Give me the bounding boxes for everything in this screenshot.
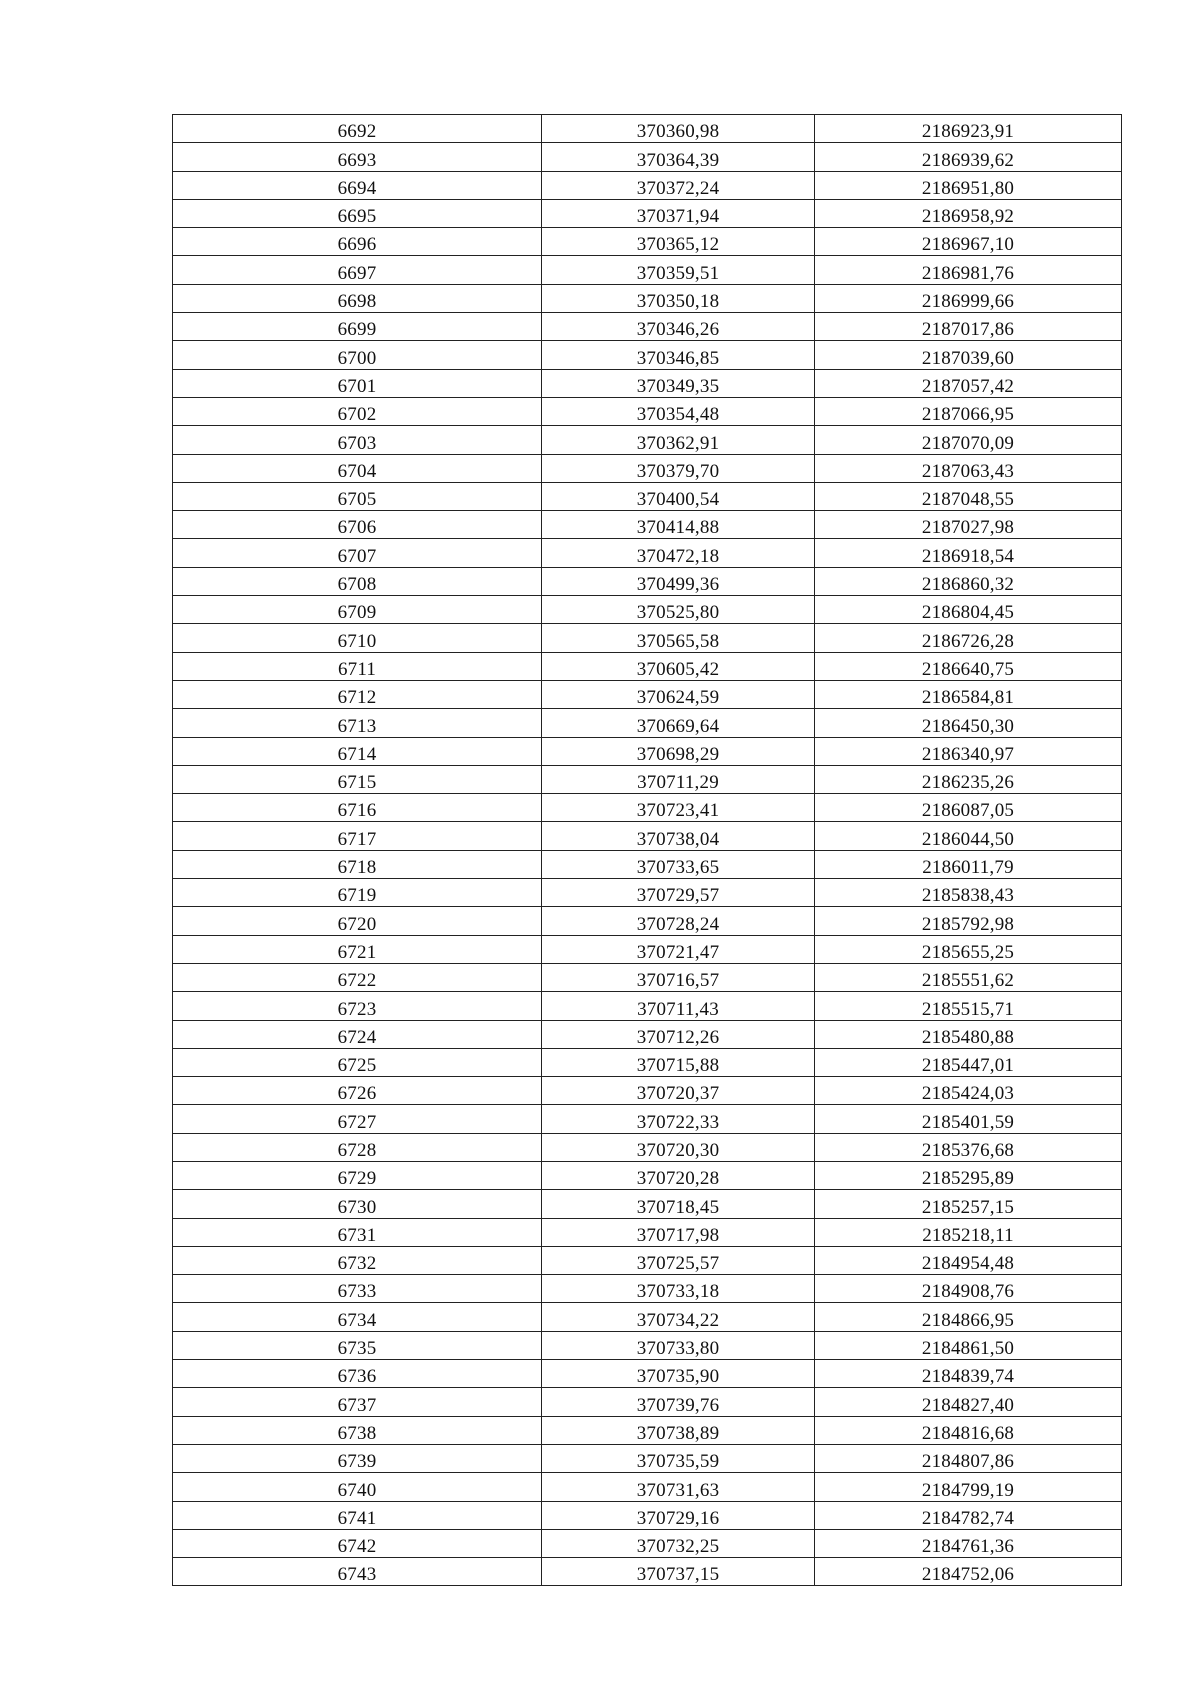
- x-coordinate-cell: 370739,76: [542, 1388, 815, 1416]
- point-number-cell: 6731: [173, 1218, 542, 1246]
- table-row: [173, 1331, 1122, 1359]
- x-coordinate-cell: 370734,22: [542, 1303, 815, 1331]
- table-row: [173, 992, 1122, 1020]
- point-number-cell: 6724: [173, 1020, 542, 1048]
- point-number-cell: 6717: [173, 822, 542, 850]
- x-coordinate-cell: 370525,80: [542, 596, 815, 624]
- table-row: [173, 1416, 1122, 1444]
- x-coordinate-cell: 370711,29: [542, 765, 815, 793]
- y-coordinate-cell: 2185792,98: [815, 907, 1122, 935]
- table-row: [173, 850, 1122, 878]
- y-coordinate-cell: 2184782,74: [815, 1501, 1122, 1529]
- table-row: [173, 1161, 1122, 1189]
- table-row: [173, 907, 1122, 935]
- y-coordinate-cell: 2186044,50: [815, 822, 1122, 850]
- table-row: [173, 680, 1122, 708]
- point-number-cell: 6721: [173, 935, 542, 963]
- point-number-cell: 6694: [173, 171, 542, 199]
- y-coordinate-cell: 2184954,48: [815, 1246, 1122, 1274]
- x-coordinate-cell: 370346,85: [542, 341, 815, 369]
- table-row: [173, 737, 1122, 765]
- point-number-cell: 6712: [173, 680, 542, 708]
- x-coordinate-cell: 370721,47: [542, 935, 815, 963]
- y-coordinate-cell: 2185515,71: [815, 992, 1122, 1020]
- table-row: [173, 765, 1122, 793]
- table-row: [173, 1388, 1122, 1416]
- x-coordinate-cell: 370669,64: [542, 709, 815, 737]
- y-coordinate-cell: 2186726,28: [815, 624, 1122, 652]
- y-coordinate-cell: 2187027,98: [815, 511, 1122, 539]
- y-coordinate-cell: 2185295,89: [815, 1161, 1122, 1189]
- x-coordinate-cell: 370738,89: [542, 1416, 815, 1444]
- x-coordinate-cell: 370720,28: [542, 1161, 815, 1189]
- x-coordinate-cell: 370350,18: [542, 284, 815, 312]
- table-row: [173, 1444, 1122, 1472]
- x-coordinate-cell: 370720,30: [542, 1133, 815, 1161]
- y-coordinate-cell: 2184799,19: [815, 1473, 1122, 1501]
- y-coordinate-cell: 2187048,55: [815, 482, 1122, 510]
- x-coordinate-cell: 370414,88: [542, 511, 815, 539]
- table-row: [173, 143, 1122, 171]
- point-number-cell: 6695: [173, 199, 542, 227]
- table-row: [173, 794, 1122, 822]
- y-coordinate-cell: 2186939,62: [815, 143, 1122, 171]
- x-coordinate-cell: 370364,39: [542, 143, 815, 171]
- point-number-cell: 6692: [173, 115, 542, 143]
- table-row: [173, 652, 1122, 680]
- table-row: [173, 1218, 1122, 1246]
- x-coordinate-cell: 370731,63: [542, 1473, 815, 1501]
- x-coordinate-cell: 370725,57: [542, 1246, 815, 1274]
- point-number-cell: 6730: [173, 1190, 542, 1218]
- point-number-cell: 6699: [173, 313, 542, 341]
- point-number-cell: 6697: [173, 256, 542, 284]
- point-number-cell: 6728: [173, 1133, 542, 1161]
- point-number-cell: 6716: [173, 794, 542, 822]
- table-row: [173, 454, 1122, 482]
- y-coordinate-cell: 2185551,62: [815, 963, 1122, 991]
- point-number-cell: 6719: [173, 879, 542, 907]
- table-row: [173, 284, 1122, 312]
- y-coordinate-cell: 2184761,36: [815, 1529, 1122, 1557]
- point-number-cell: 6722: [173, 963, 542, 991]
- table-row: [173, 1303, 1122, 1331]
- table-row: [173, 1190, 1122, 1218]
- y-coordinate-cell: 2186584,81: [815, 680, 1122, 708]
- point-number-cell: 6729: [173, 1161, 542, 1189]
- y-coordinate-cell: 2185376,68: [815, 1133, 1122, 1161]
- x-coordinate-cell: 370722,33: [542, 1105, 815, 1133]
- y-coordinate-cell: 2187063,43: [815, 454, 1122, 482]
- x-coordinate-cell: 370735,59: [542, 1444, 815, 1472]
- y-coordinate-cell: 2187057,42: [815, 369, 1122, 397]
- table-row: [173, 624, 1122, 652]
- x-coordinate-cell: 370372,24: [542, 171, 815, 199]
- point-number-cell: 6740: [173, 1473, 542, 1501]
- table-row: [173, 567, 1122, 595]
- y-coordinate-cell: 2185218,11: [815, 1218, 1122, 1246]
- point-number-cell: 6725: [173, 1048, 542, 1076]
- point-number-cell: 6727: [173, 1105, 542, 1133]
- x-coordinate-cell: 370738,04: [542, 822, 815, 850]
- table-row: [173, 709, 1122, 737]
- table-row: [173, 426, 1122, 454]
- x-coordinate-cell: 370365,12: [542, 228, 815, 256]
- point-number-cell: 6710: [173, 624, 542, 652]
- point-number-cell: 6696: [173, 228, 542, 256]
- y-coordinate-cell: 2186860,32: [815, 567, 1122, 595]
- y-coordinate-cell: 2186918,54: [815, 539, 1122, 567]
- x-coordinate-cell: 370349,35: [542, 369, 815, 397]
- x-coordinate-cell: 370565,58: [542, 624, 815, 652]
- y-coordinate-cell: 2184807,86: [815, 1444, 1122, 1472]
- x-coordinate-cell: 370723,41: [542, 794, 815, 822]
- x-coordinate-cell: 370499,36: [542, 567, 815, 595]
- x-coordinate-cell: 370715,88: [542, 1048, 815, 1076]
- y-coordinate-cell: 2186967,10: [815, 228, 1122, 256]
- y-coordinate-cell: 2184752,06: [815, 1558, 1122, 1586]
- table-row: [173, 822, 1122, 850]
- point-number-cell: 6743: [173, 1558, 542, 1586]
- table-row: [173, 596, 1122, 624]
- x-coordinate-cell: 370729,57: [542, 879, 815, 907]
- point-number-cell: 6701: [173, 369, 542, 397]
- y-coordinate-cell: 2184861,50: [815, 1331, 1122, 1359]
- point-number-cell: 6738: [173, 1416, 542, 1444]
- table-row: [173, 397, 1122, 425]
- table-row: [173, 199, 1122, 227]
- table-row: [173, 879, 1122, 907]
- x-coordinate-cell: 370605,42: [542, 652, 815, 680]
- coordinates-table-body: [173, 115, 1122, 1586]
- point-number-cell: 6736: [173, 1360, 542, 1388]
- table-row: [173, 1077, 1122, 1105]
- y-coordinate-cell: 2187066,95: [815, 397, 1122, 425]
- table-row: [173, 1558, 1122, 1586]
- point-number-cell: 6702: [173, 397, 542, 425]
- point-number-cell: 6735: [173, 1331, 542, 1359]
- table-row: [173, 313, 1122, 341]
- point-number-cell: 6711: [173, 652, 542, 680]
- y-coordinate-cell: 2184827,40: [815, 1388, 1122, 1416]
- point-number-cell: 6705: [173, 482, 542, 510]
- y-coordinate-cell: 2185838,43: [815, 879, 1122, 907]
- y-coordinate-cell: 2186640,75: [815, 652, 1122, 680]
- table-row: [173, 482, 1122, 510]
- x-coordinate-cell: 370729,16: [542, 1501, 815, 1529]
- point-number-cell: 6720: [173, 907, 542, 935]
- y-coordinate-cell: 2186804,45: [815, 596, 1122, 624]
- y-coordinate-cell: 2186923,91: [815, 115, 1122, 143]
- x-coordinate-cell: 370359,51: [542, 256, 815, 284]
- point-number-cell: 6706: [173, 511, 542, 539]
- table-row: [173, 1275, 1122, 1303]
- x-coordinate-cell: 370732,25: [542, 1529, 815, 1557]
- table-row: [173, 511, 1122, 539]
- x-coordinate-cell: 370716,57: [542, 963, 815, 991]
- x-coordinate-cell: 370720,37: [542, 1077, 815, 1105]
- y-coordinate-cell: 2186087,05: [815, 794, 1122, 822]
- x-coordinate-cell: 370624,59: [542, 680, 815, 708]
- point-number-cell: 6726: [173, 1077, 542, 1105]
- table-row: [173, 228, 1122, 256]
- x-coordinate-cell: 370718,45: [542, 1190, 815, 1218]
- y-coordinate-cell: 2186340,97: [815, 737, 1122, 765]
- x-coordinate-cell: 370698,29: [542, 737, 815, 765]
- point-number-cell: 6714: [173, 737, 542, 765]
- point-number-cell: 6703: [173, 426, 542, 454]
- point-number-cell: 6698: [173, 284, 542, 312]
- table-row: [173, 1529, 1122, 1557]
- table-row: [173, 369, 1122, 397]
- point-number-cell: 6741: [173, 1501, 542, 1529]
- table-row: [173, 1501, 1122, 1529]
- point-number-cell: 6713: [173, 709, 542, 737]
- y-coordinate-cell: 2185447,01: [815, 1048, 1122, 1076]
- x-coordinate-cell: 370360,98: [542, 115, 815, 143]
- table-row: [173, 341, 1122, 369]
- point-number-cell: 6739: [173, 1444, 542, 1472]
- table-row: [173, 256, 1122, 284]
- x-coordinate-cell: 370728,24: [542, 907, 815, 935]
- point-number-cell: 6718: [173, 850, 542, 878]
- y-coordinate-cell: 2187039,60: [815, 341, 1122, 369]
- x-coordinate-cell: 370354,48: [542, 397, 815, 425]
- x-coordinate-cell: 370733,65: [542, 850, 815, 878]
- point-number-cell: 6707: [173, 539, 542, 567]
- y-coordinate-cell: 2184839,74: [815, 1360, 1122, 1388]
- x-coordinate-cell: 370711,43: [542, 992, 815, 1020]
- y-coordinate-cell: 2187017,86: [815, 313, 1122, 341]
- y-coordinate-cell: 2185424,03: [815, 1077, 1122, 1105]
- x-coordinate-cell: 370346,26: [542, 313, 815, 341]
- x-coordinate-cell: 370712,26: [542, 1020, 815, 1048]
- y-coordinate-cell: 2186999,66: [815, 284, 1122, 312]
- y-coordinate-cell: 2187070,09: [815, 426, 1122, 454]
- point-number-cell: 6715: [173, 765, 542, 793]
- y-coordinate-cell: 2185257,15: [815, 1190, 1122, 1218]
- x-coordinate-cell: 370371,94: [542, 199, 815, 227]
- table-row: [173, 115, 1122, 143]
- y-coordinate-cell: 2186450,30: [815, 709, 1122, 737]
- x-coordinate-cell: 370472,18: [542, 539, 815, 567]
- y-coordinate-cell: 2186958,92: [815, 199, 1122, 227]
- y-coordinate-cell: 2184908,76: [815, 1275, 1122, 1303]
- table-row: [173, 539, 1122, 567]
- point-number-cell: 6723: [173, 992, 542, 1020]
- point-number-cell: 6734: [173, 1303, 542, 1331]
- table-row: [173, 1133, 1122, 1161]
- table-row: [173, 1360, 1122, 1388]
- x-coordinate-cell: 370735,90: [542, 1360, 815, 1388]
- table-row: [173, 1048, 1122, 1076]
- point-number-cell: 6709: [173, 596, 542, 624]
- point-number-cell: 6704: [173, 454, 542, 482]
- x-coordinate-cell: 370717,98: [542, 1218, 815, 1246]
- y-coordinate-cell: 2186951,80: [815, 171, 1122, 199]
- y-coordinate-cell: 2186981,76: [815, 256, 1122, 284]
- table-row: [173, 1105, 1122, 1133]
- table-row: [173, 1246, 1122, 1274]
- point-number-cell: 6742: [173, 1529, 542, 1557]
- y-coordinate-cell: 2185480,88: [815, 1020, 1122, 1048]
- table-row: [173, 171, 1122, 199]
- point-number-cell: 6700: [173, 341, 542, 369]
- x-coordinate-cell: 370733,18: [542, 1275, 815, 1303]
- x-coordinate-cell: 370733,80: [542, 1331, 815, 1359]
- table-row: [173, 1473, 1122, 1501]
- point-number-cell: 6693: [173, 143, 542, 171]
- x-coordinate-cell: 370737,15: [542, 1558, 815, 1586]
- y-coordinate-cell: 2186011,79: [815, 850, 1122, 878]
- x-coordinate-cell: 370379,70: [542, 454, 815, 482]
- x-coordinate-cell: 370400,54: [542, 482, 815, 510]
- table-row: [173, 935, 1122, 963]
- x-coordinate-cell: 370362,91: [542, 426, 815, 454]
- point-number-cell: 6708: [173, 567, 542, 595]
- point-number-cell: 6732: [173, 1246, 542, 1274]
- point-number-cell: 6737: [173, 1388, 542, 1416]
- y-coordinate-cell: 2185655,25: [815, 935, 1122, 963]
- coordinates-table: [172, 114, 1122, 1586]
- point-number-cell: 6733: [173, 1275, 542, 1303]
- y-coordinate-cell: 2184816,68: [815, 1416, 1122, 1444]
- table-row: [173, 963, 1122, 991]
- y-coordinate-cell: 2185401,59: [815, 1105, 1122, 1133]
- y-coordinate-cell: 2186235,26: [815, 765, 1122, 793]
- table-row: [173, 1020, 1122, 1048]
- y-coordinate-cell: 2184866,95: [815, 1303, 1122, 1331]
